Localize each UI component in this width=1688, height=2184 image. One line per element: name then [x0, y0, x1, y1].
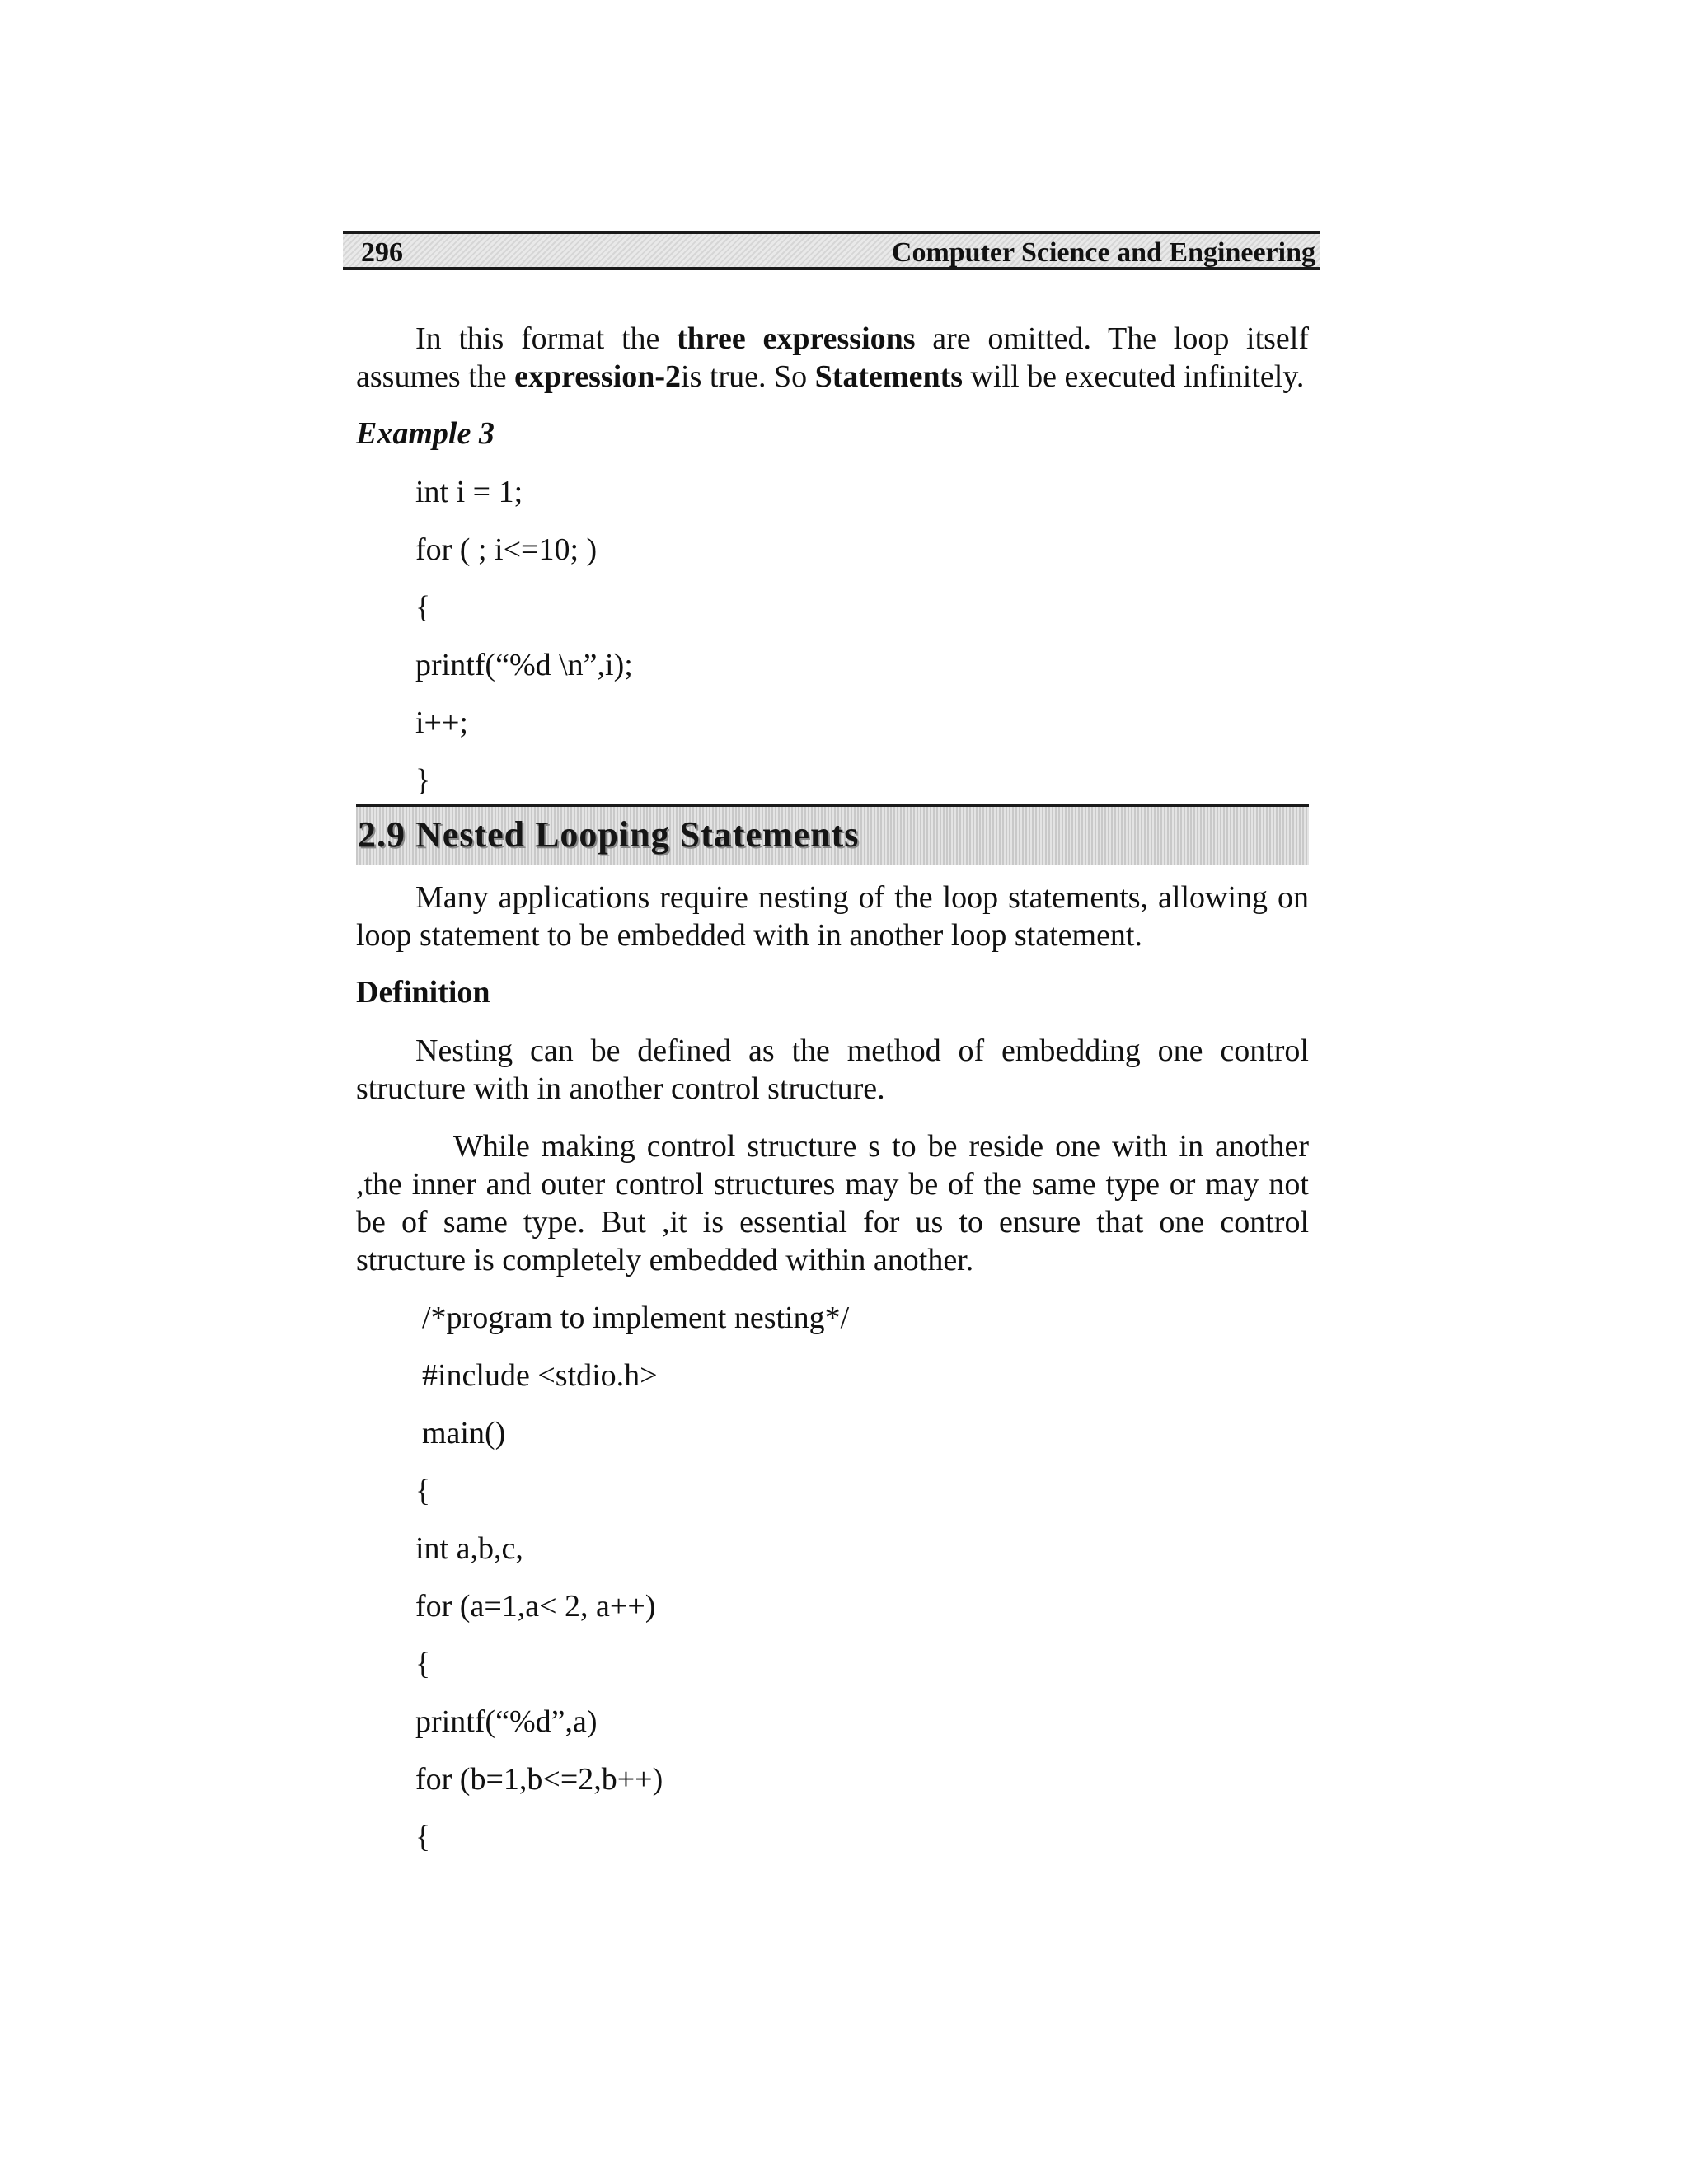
section-title: 2.9 Nested Looping Statements: [358, 814, 860, 855]
code-line: int i = 1;: [415, 475, 523, 509]
definition-heading: Definition: [356, 975, 490, 1010]
code-line: /*program to implement nesting*/: [422, 1301, 850, 1335]
code-line: }: [415, 763, 431, 798]
code-line: for ( ; i<=10; ): [415, 532, 598, 567]
definition-paragraph: Nesting can be defined as the method of embedding one control structure with in another control structure.: [356, 1033, 1309, 1106]
code-line: {: [415, 590, 431, 625]
example-heading: Example 3: [356, 416, 495, 451]
code-line: int a,b,c,: [415, 1531, 523, 1566]
code-line: {: [415, 1820, 431, 1854]
nesting-paragraph: While making control structure s to be reside one with in another ,the inner and outer control structures may be of the same type or may not be of same type. But ,it is essential for us to ensure that one control structure is completely embedded within another.: [356, 1129, 1309, 1277]
code-line: main(): [422, 1416, 506, 1451]
code-line: #include <stdio.h>: [422, 1358, 658, 1393]
page-header: [343, 231, 1320, 270]
code-line: {: [415, 1647, 431, 1681]
running-title: Computer Science and Engineering: [891, 237, 1315, 268]
section-paragraph: Many applications require nesting of the loop statements, allowing on loop statement to be embedded with in another loop statement.: [356, 880, 1309, 953]
code-line: for (b=1,b<=2,b++): [415, 1762, 663, 1797]
code-line: for (a=1,a< 2, a++): [415, 1589, 656, 1624]
page-number: 296: [361, 237, 403, 268]
code-line: i++;: [415, 705, 468, 740]
code-line: {: [415, 1474, 431, 1508]
intro-paragraph: In this format the three expressions are omitted. The loop itself assumes the expression-2is true. So Statements will be executed infinitely.: [356, 321, 1310, 394]
section-heading-bar: [356, 804, 1309, 865]
code-line: printf(“%d”,a): [415, 1704, 598, 1739]
code-line: printf(“%d \n”,i);: [415, 648, 633, 682]
